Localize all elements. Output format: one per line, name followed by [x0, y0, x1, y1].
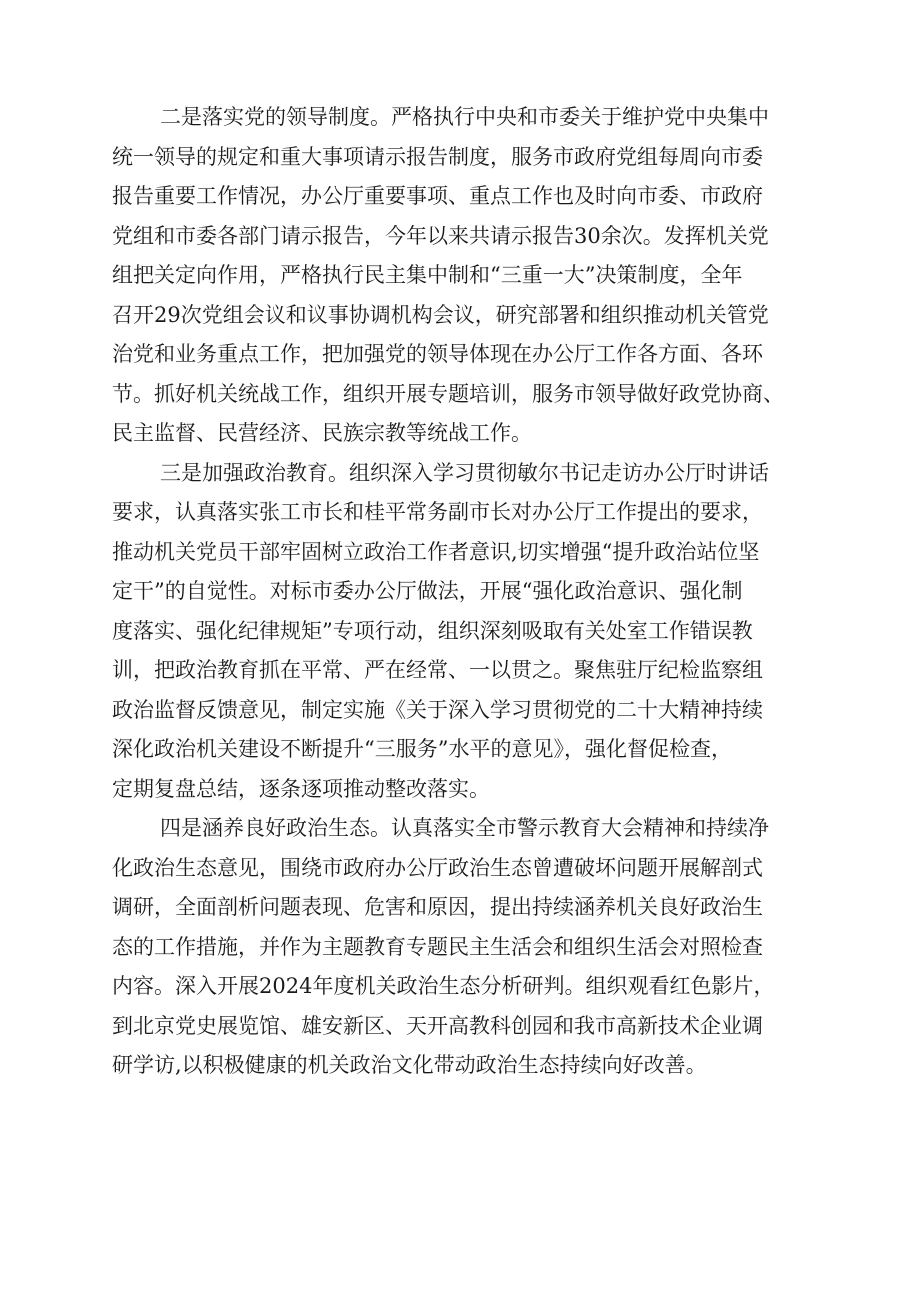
paragraph-political-education — [112, 454, 854, 810]
text-line: 定干”的自觉性。对标市委办公厅做法，开展“强化政治意识、强化制 — [112, 579, 743, 603]
text-line: 四是涵养良好政治生态。认真落实全市警示教育大会精神和持续净 — [160, 816, 769, 840]
text-line: 内容。深入开展2024年度机关政治生态分析研判。组织观看红色影片， — [112, 974, 775, 998]
paragraph-political-ecology — [112, 809, 854, 1086]
text-line: 组把关定向作用，严格执行民主集中制和“三重一大”决策制度，全年 — [112, 263, 743, 287]
text-line: 治党和业务重点工作，把加强党的领导体现在办公厅工作各方面、各环 — [112, 342, 763, 366]
text-line: 召开29次党组会议和议事协调机构会议，研究部署和组织推动机关管党 — [112, 302, 769, 327]
text-line: 推动机关党员干部牢固树立政治工作者意识,切实增强“提升政治站位坚 — [112, 539, 760, 564]
paragraph-party-leadership-system — [112, 98, 854, 454]
text-line: 训，把政治教育抓在平常、严在经常、一以贯之。聚焦驻厅纪检监察组 — [112, 658, 763, 682]
text-line: 度落实、强化纪律规矩”专项行动，组织深刻吸取有关处室工作错误教 — [112, 618, 753, 643]
text-line: 研学访,以积极健康的机关政治文化带动政治生态持续向好改善。 — [112, 1053, 707, 1077]
text-line: 深化政治机关建设不断提升“三服务”水平的意见》，强化督促检查， — [112, 737, 732, 761]
text-line: 化政治生态意见，围绕市政府办公厅政治生态曾遭破坏问题开展解剖式 — [112, 855, 763, 880]
text-line: 报告重要工作情况，办公厅重要事项、重点工作也及时向市委、市政府 — [112, 184, 763, 208]
text-line: 到北京党史展览馆、雄安新区、天开高教科创园和我市高新技术企业调 — [112, 1013, 763, 1038]
document-body — [112, 98, 854, 1086]
text-line: 节。抓好机关统战工作，组织开展专题培训，服务市领导做好政党协商、 — [112, 381, 784, 406]
text-line: 党组和市委各部门请示报告，今年以来共请示报告30余次。发挥机关党 — [112, 223, 769, 248]
text-line: 民主监督、民营经济、民族宗教等统战工作。 — [112, 421, 532, 445]
text-line: 三是加强政治教育。组织深入学习贯彻敏尔书记走访办公厅时讲话 — [160, 460, 769, 485]
text-line: 二是落实党的领导制度。严格执行中央和市委关于维护党中央集中 — [160, 105, 769, 129]
text-line: 政治监督反馈意见，制定实施《关于深入学习贯彻党的二十大精神持续 — [112, 697, 763, 722]
text-line: 统一领导的规定和重大事项请示报告制度，服务市政府党组每周向市委 — [112, 144, 763, 169]
text-line: 态的工作措施，并作为主题教育专题民主生活会和组织生活会对照检查 — [112, 934, 763, 959]
text-line: 调研，全面剖析问题表现、危害和原因，提出持续涵养机关良好政治生 — [112, 895, 763, 919]
text-line: 定期复盘总结，逐条逐项推动整改落实。 — [112, 776, 490, 801]
text-line: 要求，认真落实张工市长和桂平常务副市长对办公厅工作提出的要求， — [112, 500, 763, 524]
